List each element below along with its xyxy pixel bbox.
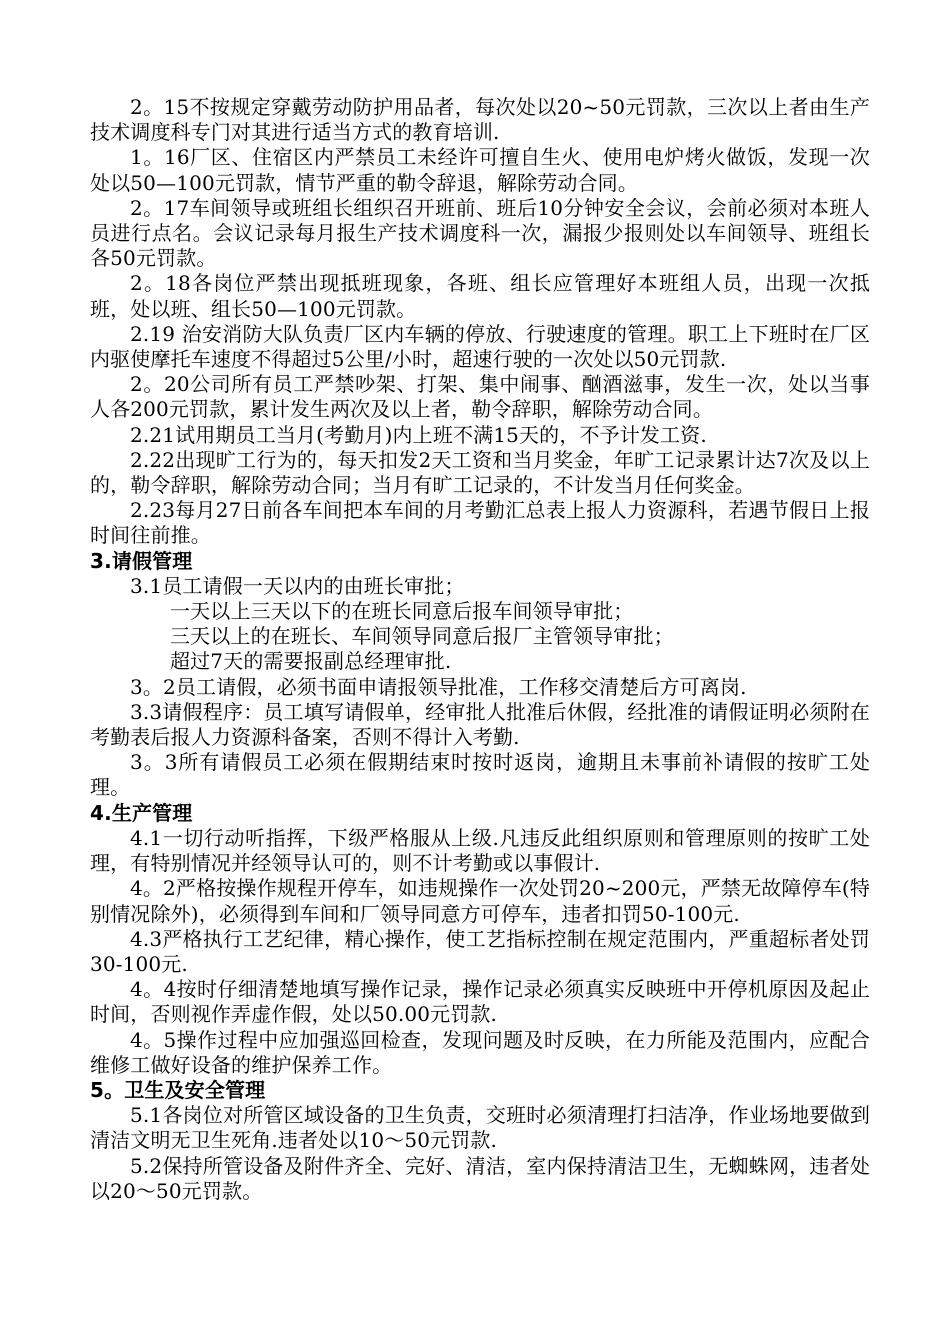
paragraph: 3.3请假程序：员工填写请假单，经审批人批准后休假，经批准的请假证明必须附在考勤表后报人力资源科备案，否则不得计入考勤. [90, 699, 870, 750]
paragraph: 4.3严格执行工艺纪律，精心操作，使工艺指标控制在规定范围内，严重超标者处罚30-100元. [90, 926, 870, 976]
paragraph: 3。2员工请假，必须书面申请报领导批准，工作移交清楚后方可离岗. [130, 674, 747, 699]
paragraph: 2。20公司所有员工严禁吵架、打架、集中闹事、酗酒滋事，发生一次，处以当事人各200元罚款，累计发生两次及以上者，勒令辞职，解除劳动合同。 [90, 372, 870, 422]
paragraph: 3.1员工请假一天以内的由班长审批； [130, 573, 465, 598]
sub-item: 三天以上的在班长、车间领导同意后报厂主管领导审批； [170, 624, 674, 649]
paragraph: 4.1一切行动听指挥，下级严格服从上级.凡违反此组织原则和管理原则的按旷工处理，有特别情况并经领导认可的，则不计考勤或以事假计. [90, 825, 870, 876]
section-heading: 5。卫生及安全管理 [90, 1077, 266, 1102]
paragraph: 2。18各岗位严禁出现抵班现象，各班、组长应管理好本班组人员，出现一次抵班，处以班、组长50—100元罚款。 [90, 271, 870, 321]
sub-item: 超过7天的需要报副总经理审批. [170, 649, 452, 674]
section-heading: 3.请假管理 [90, 548, 193, 573]
paragraph: 4。5操作过程中应加强巡回检查，发现问题及时反映，在力所能及范围内，应配合维修工做好设备的维护保养工作。 [90, 1027, 870, 1077]
paragraph: 2。17车间领导或班组长组织召开班前、班后10分钟安全会议，会前必须对本班人员进行点名。会议记录每月报生产技术调度科一次，漏报少报则处以车间领导、班组长各50元罚款。 [90, 195, 870, 271]
paragraph: 2.23每月27日前各车间把本车间的月考勤汇总表上报人力资源科，若遇节假日上报时间往前推。 [90, 498, 870, 548]
paragraph: 5.2保持所管设备及附件齐全、完好、清洁，室内保持清洁卫生，无蜘蛛网，违者处以20～50元罚款。 [90, 1153, 870, 1203]
sub-item: 一天以上三天以下的在班长同意后报车间领导审批； [170, 599, 634, 624]
paragraph: 2。15不按规定穿戴劳动防护用品者，每次处以20~50元罚款，三次以上者由生产技术调度科专门对其进行适当方式的教育培训. [90, 95, 870, 145]
document-body [90, 95, 870, 1204]
paragraph: 1。16厂区、住宿区内严禁员工未经许可擅自生火、使用电炉烤火做饭，发现一次处以50—100元罚款，情节严重的勒令辞退，解除劳动合同。 [90, 145, 870, 195]
paragraph: 4。4按时仔细清楚地填写操作记录，操作记录必须真实反映班中开停机原因及起止时间，否则视作弄虚作假，处以50.00元罚款. [90, 977, 870, 1027]
paragraph: 2.22出现旷工行为的，每天扣发2天工资和当月奖金，年旷工记录累计达7次及以上的，勒令辞职，解除劳动合同；当月有旷工记录的，不计发当月任何奖金。 [90, 447, 870, 498]
paragraph: 2.19 治安消防大队负责厂区内车辆的停放、行驶速度的管理。职工上下班时在厂区内驱使摩托车速度不得超过5公里/小时，超速行驶的一次处以50元罚款. [90, 321, 870, 372]
paragraph: 3。3所有请假员工必须在假期结束时按时返岗，逾期且未事前补请假的按旷工处理。 [90, 750, 870, 800]
paragraph: 5.1各岗位对所管区域设备的卫生负责，交班时必须清理打扫洁净，作业场地要做到清洁文明无卫生死角.违者处以10～50元罚款. [90, 1103, 870, 1153]
section-heading: 4.生产管理 [90, 800, 193, 825]
paragraph: 2.21试用期员工当月(考勤月)内上班不满15天的，不予计发工资. [130, 422, 707, 447]
paragraph: 4。2严格按操作规程开停车，如违规操作一次处罚20~200元，严禁无故障停车(特别情况除外)，必须得到车间和厂领导同意方可停车，违者扣罚50-100元. [90, 876, 870, 926]
